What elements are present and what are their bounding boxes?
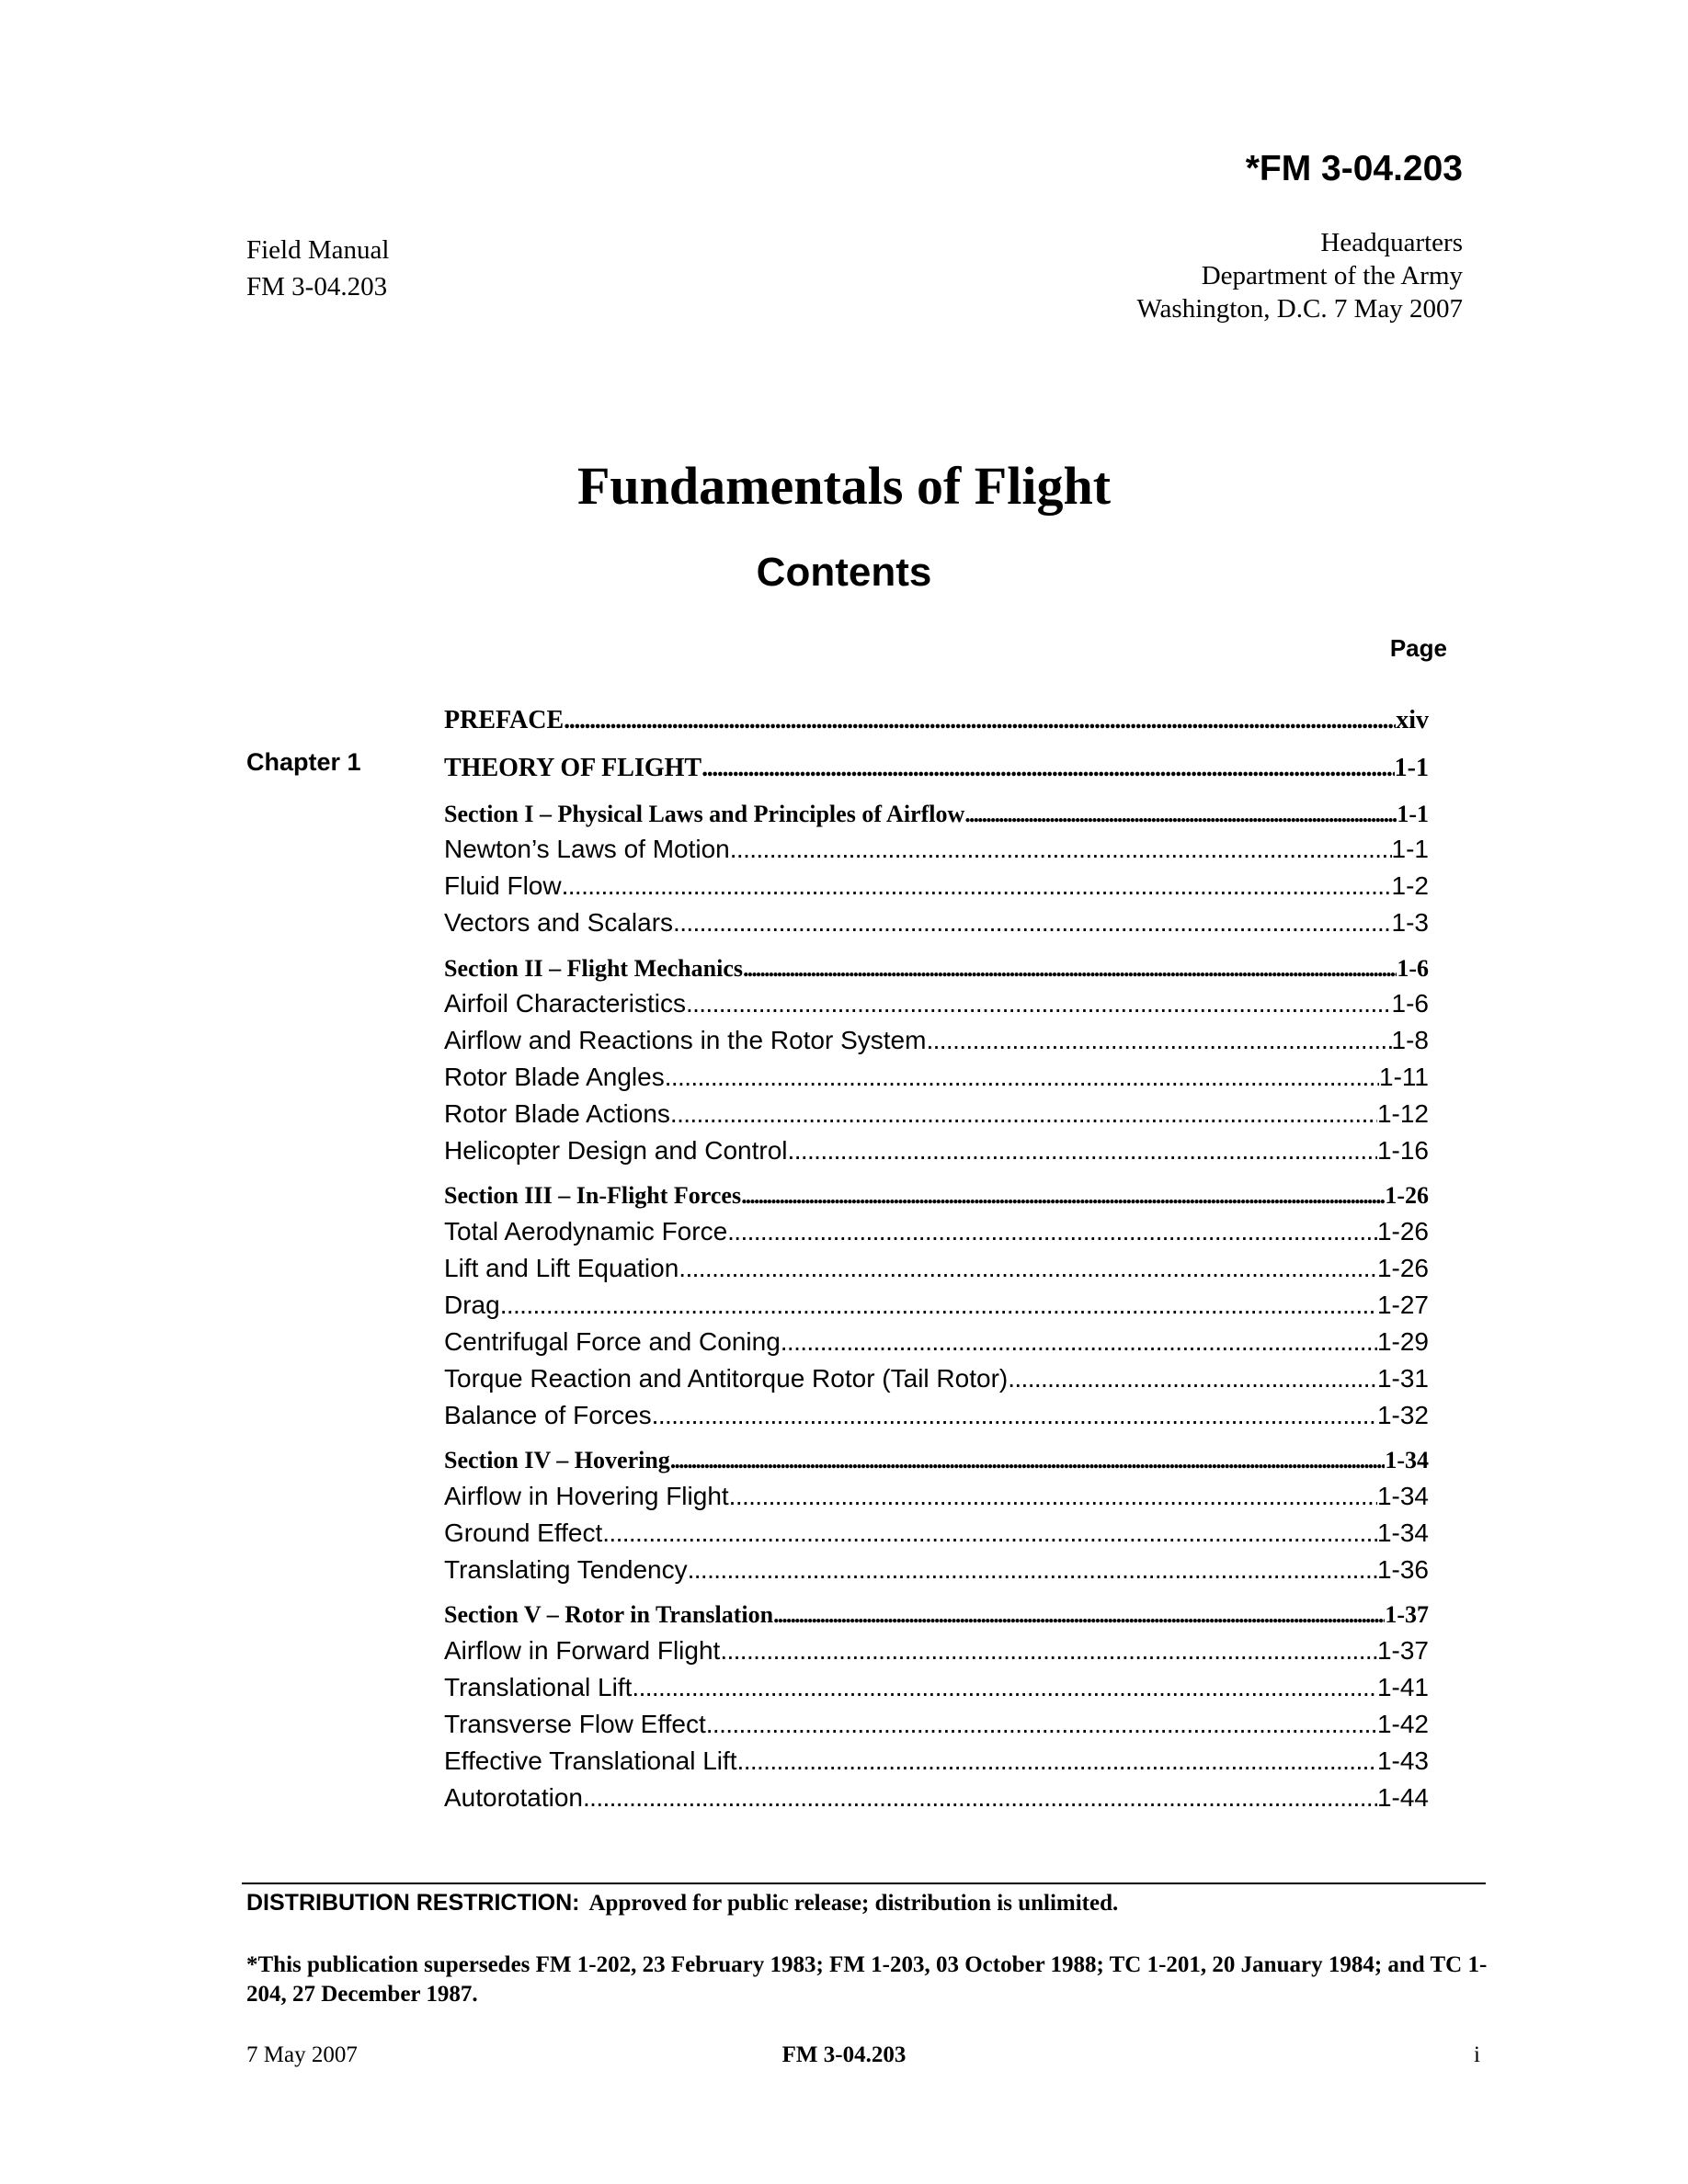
toc-dot-leader bbox=[632, 1673, 1377, 1702]
toc-entry-section[interactable] bbox=[444, 946, 1429, 983]
toc-entry-page: 1-44 bbox=[1376, 1783, 1429, 1812]
toc-entry-page: 1-3 bbox=[1391, 908, 1429, 937]
toc-dot-leader bbox=[730, 835, 1392, 864]
toc-entry-page: 1-1 bbox=[1394, 754, 1429, 782]
toc-entry-topic[interactable] bbox=[444, 1092, 1429, 1129]
toc-entry-page: 1-29 bbox=[1376, 1327, 1429, 1356]
toc-entry-label: Drag bbox=[444, 1291, 500, 1319]
toc-entry-topic[interactable] bbox=[444, 1776, 1429, 1813]
toc-entry-label: Helicopter Design and Control bbox=[444, 1136, 788, 1165]
distribution-restriction bbox=[246, 1890, 1118, 1917]
toc-entry-topic[interactable] bbox=[444, 901, 1429, 938]
toc-entry-page: 1-1 bbox=[1397, 801, 1429, 827]
toc-entry-section[interactable] bbox=[444, 791, 1429, 828]
toc-entry-page: 1-6 bbox=[1391, 989, 1429, 1018]
page-title: Fundamentals of Flight bbox=[576, 456, 1112, 516]
toc-dot-leader bbox=[788, 1136, 1377, 1166]
toc-dot-leader bbox=[773, 1601, 1385, 1629]
toc-entry-topic[interactable] bbox=[444, 1548, 1429, 1585]
toc-entry-topic[interactable] bbox=[444, 1666, 1429, 1702]
footer-doc-number: FM 3-04.203 bbox=[781, 2042, 907, 2067]
distribution-label: DISTRIBUTION RESTRICTION: bbox=[246, 1890, 580, 1916]
toc-dot-leader bbox=[1008, 1364, 1377, 1393]
toc-dot-leader bbox=[602, 1519, 1377, 1548]
toc-dot-leader bbox=[964, 801, 1397, 828]
toc-dot-leader bbox=[727, 1217, 1377, 1246]
toc-dot-leader bbox=[737, 1746, 1377, 1776]
footer-date: 7 May 2007 bbox=[246, 2042, 358, 2067]
toc-entry-topic[interactable] bbox=[444, 1702, 1429, 1739]
field-manual-label: Field Manual bbox=[246, 235, 390, 265]
toc-entry-label: Section III – In-Flight Forces bbox=[444, 1182, 742, 1209]
toc-entry-section[interactable] bbox=[444, 1438, 1429, 1474]
toc-entry-topic[interactable] bbox=[444, 1055, 1429, 1092]
toc-dot-leader bbox=[564, 706, 1396, 735]
toc-entry-page: 1-1 bbox=[1391, 835, 1429, 863]
hq-line: Washington, D.C. 7 May 2007 bbox=[1136, 294, 1463, 324]
toc-dot-leader bbox=[688, 1555, 1377, 1585]
toc-entry-topic[interactable] bbox=[444, 982, 1429, 1018]
divider-rule bbox=[242, 1883, 1486, 1884]
toc-entry-page: 1-27 bbox=[1376, 1291, 1429, 1319]
toc-entry-topic[interactable] bbox=[444, 1739, 1429, 1776]
toc-entry-label: Translational Lift bbox=[444, 1673, 633, 1701]
toc-entry-page: 1-12 bbox=[1376, 1099, 1429, 1128]
toc-dot-leader bbox=[652, 1401, 1377, 1430]
toc-entry-page: 1-16 bbox=[1376, 1136, 1429, 1165]
toc-entry-label: Effective Translational Lift bbox=[444, 1746, 737, 1775]
toc-entry-topic[interactable] bbox=[444, 827, 1429, 864]
toc-entry-page: 1-31 bbox=[1376, 1364, 1429, 1393]
field-manual-block bbox=[246, 232, 389, 305]
toc-entry-topic[interactable] bbox=[444, 864, 1429, 901]
toc-entry-label: Section I – Physical Laws and Principles of Airflow bbox=[444, 801, 965, 827]
toc-entry-section[interactable] bbox=[444, 1592, 1429, 1629]
toc-entry-label: Airflow in Hovering Flight bbox=[444, 1482, 729, 1510]
toc-entry-label: Section IV – Hovering bbox=[444, 1447, 670, 1473]
toc-entry-label: Fluid Flow bbox=[444, 871, 562, 900]
toc-entry-topic[interactable] bbox=[444, 1393, 1429, 1430]
toc-entry-page: 1-34 bbox=[1385, 1447, 1429, 1473]
toc-entry-label: Ground Effect bbox=[444, 1519, 603, 1547]
toc-entry-topic[interactable] bbox=[444, 1629, 1429, 1666]
toc-entry-label: Newton’s Laws of Motion bbox=[444, 835, 730, 863]
toc-entry-topic[interactable] bbox=[444, 1474, 1429, 1511]
toc-entry-label: Torque Reaction and Antitorque Rotor (Tail Rotor) bbox=[444, 1364, 1009, 1393]
toc-entry-page: 1-42 bbox=[1376, 1710, 1429, 1738]
toc-entry-page: 1-2 bbox=[1391, 871, 1429, 900]
hq-line: Department of the Army bbox=[1201, 261, 1463, 290]
toc-dot-leader bbox=[781, 1327, 1377, 1357]
toc-entry-label: Vectors and Scalars bbox=[444, 908, 674, 937]
toc-entry-page: xiv bbox=[1396, 706, 1429, 734]
toc-dot-leader bbox=[562, 871, 1392, 901]
doc-number-header: *FM 3-04.203 bbox=[1245, 149, 1463, 188]
toc-entry-label: THEORY OF FLIGHT bbox=[444, 754, 702, 782]
toc-dot-leader bbox=[729, 1482, 1377, 1511]
toc-entry-label: Rotor Blade Actions bbox=[444, 1099, 670, 1128]
toc-dot-leader bbox=[670, 1099, 1377, 1129]
toc-entry-label: Section V – Rotor in Translation bbox=[444, 1601, 774, 1628]
toc-entry-chapter[interactable] bbox=[444, 746, 1429, 783]
toc-entry-page: 1-6 bbox=[1397, 955, 1429, 982]
distribution-text: Approved for public release; distribution is unlimited. bbox=[588, 1891, 1119, 1916]
toc-entry-topic[interactable] bbox=[444, 1357, 1429, 1393]
toc-dot-leader bbox=[673, 908, 1392, 938]
toc-entry-topic[interactable] bbox=[444, 1283, 1429, 1320]
toc-entry-label: Total Aerodynamic Force bbox=[444, 1217, 728, 1246]
toc-entry-topic[interactable] bbox=[444, 1018, 1429, 1055]
toc-dot-leader bbox=[679, 1254, 1377, 1283]
toc-dot-leader bbox=[665, 1063, 1379, 1092]
toc-entry-label: Balance of Forces bbox=[444, 1401, 652, 1429]
toc-dot-leader bbox=[686, 989, 1392, 1018]
toc-dot-leader bbox=[670, 1447, 1386, 1474]
toc-dot-leader bbox=[741, 1182, 1385, 1210]
headquarters-block bbox=[1136, 226, 1463, 325]
field-manual-number: FM 3-04.203 bbox=[246, 272, 388, 301]
toc-entry-topic[interactable] bbox=[444, 1210, 1429, 1246]
toc-entry-label: Centrifugal Force and Coning bbox=[444, 1327, 781, 1356]
toc-dot-leader bbox=[706, 1710, 1377, 1739]
toc-entry-page: 1-34 bbox=[1376, 1482, 1429, 1510]
toc-entry-topic[interactable] bbox=[444, 1246, 1429, 1283]
toc-entry-topic[interactable] bbox=[444, 1129, 1429, 1166]
toc-entry-page: 1-26 bbox=[1376, 1254, 1429, 1282]
toc-entry-page: 1-8 bbox=[1391, 1026, 1429, 1054]
toc-entry-page: 1-37 bbox=[1385, 1601, 1429, 1628]
toc-entry-topic[interactable] bbox=[444, 1511, 1429, 1548]
toc-entry-page: 1-26 bbox=[1376, 1217, 1429, 1246]
chapter-label: Chapter 1 bbox=[246, 748, 361, 776]
toc-dot-leader bbox=[743, 955, 1397, 983]
toc-dot-leader bbox=[701, 754, 1395, 783]
toc-entry-label: Section II – Flight Mechanics bbox=[444, 955, 743, 982]
toc-dot-leader bbox=[926, 1026, 1391, 1055]
toc-entry-label: Airfoil Characteristics bbox=[444, 989, 686, 1018]
toc-entry-label: Airflow in Forward Flight bbox=[444, 1636, 721, 1665]
toc-entry-label: Rotor Blade Angles bbox=[444, 1063, 665, 1091]
contents-heading: Contents bbox=[756, 550, 932, 595]
toc-entry-section[interactable] bbox=[444, 1173, 1429, 1210]
toc-dot-leader bbox=[500, 1291, 1377, 1320]
supersedes-note: *This publication supersedes FM 1-202, 23 February 1983; FM 1-203, 03 October 1988; TC 1-201, 20 January 1984; and TC 1-204, 27 December 1987. bbox=[246, 1952, 1488, 2007]
toc-entry-label: Translating Tendency bbox=[444, 1555, 688, 1584]
hq-line: Headquarters bbox=[1320, 228, 1463, 257]
toc-entry-page: 1-37 bbox=[1376, 1636, 1429, 1665]
toc-entry-page: 1-43 bbox=[1376, 1746, 1429, 1775]
toc-entry-page: 1-32 bbox=[1376, 1401, 1429, 1429]
toc-dot-leader bbox=[720, 1636, 1377, 1666]
toc-entry-label: Airflow and Reactions in the Rotor System bbox=[444, 1026, 927, 1054]
toc-entry-topic[interactable] bbox=[444, 1320, 1429, 1357]
toc-entry-page: 1-11 bbox=[1379, 1063, 1429, 1091]
toc-entry-label: Transverse Flow Effect bbox=[444, 1710, 706, 1738]
toc-entry-page: 1-41 bbox=[1376, 1673, 1429, 1701]
toc-entry-label: Lift and Lift Equation bbox=[444, 1254, 679, 1282]
toc-entry-page: 1-36 bbox=[1376, 1555, 1429, 1584]
toc-dot-leader bbox=[583, 1783, 1377, 1813]
toc-entry-chapter[interactable] bbox=[444, 699, 1429, 735]
toc-entry-page: 1-26 bbox=[1385, 1182, 1429, 1209]
page-column-heading: Page bbox=[1389, 634, 1447, 662]
toc-entry-page: 1-34 bbox=[1376, 1519, 1429, 1547]
toc-entry-label: Autorotation bbox=[444, 1783, 583, 1812]
toc-entry-label: PREFACE bbox=[444, 706, 565, 734]
footer-page-number: i bbox=[1474, 2042, 1480, 2067]
